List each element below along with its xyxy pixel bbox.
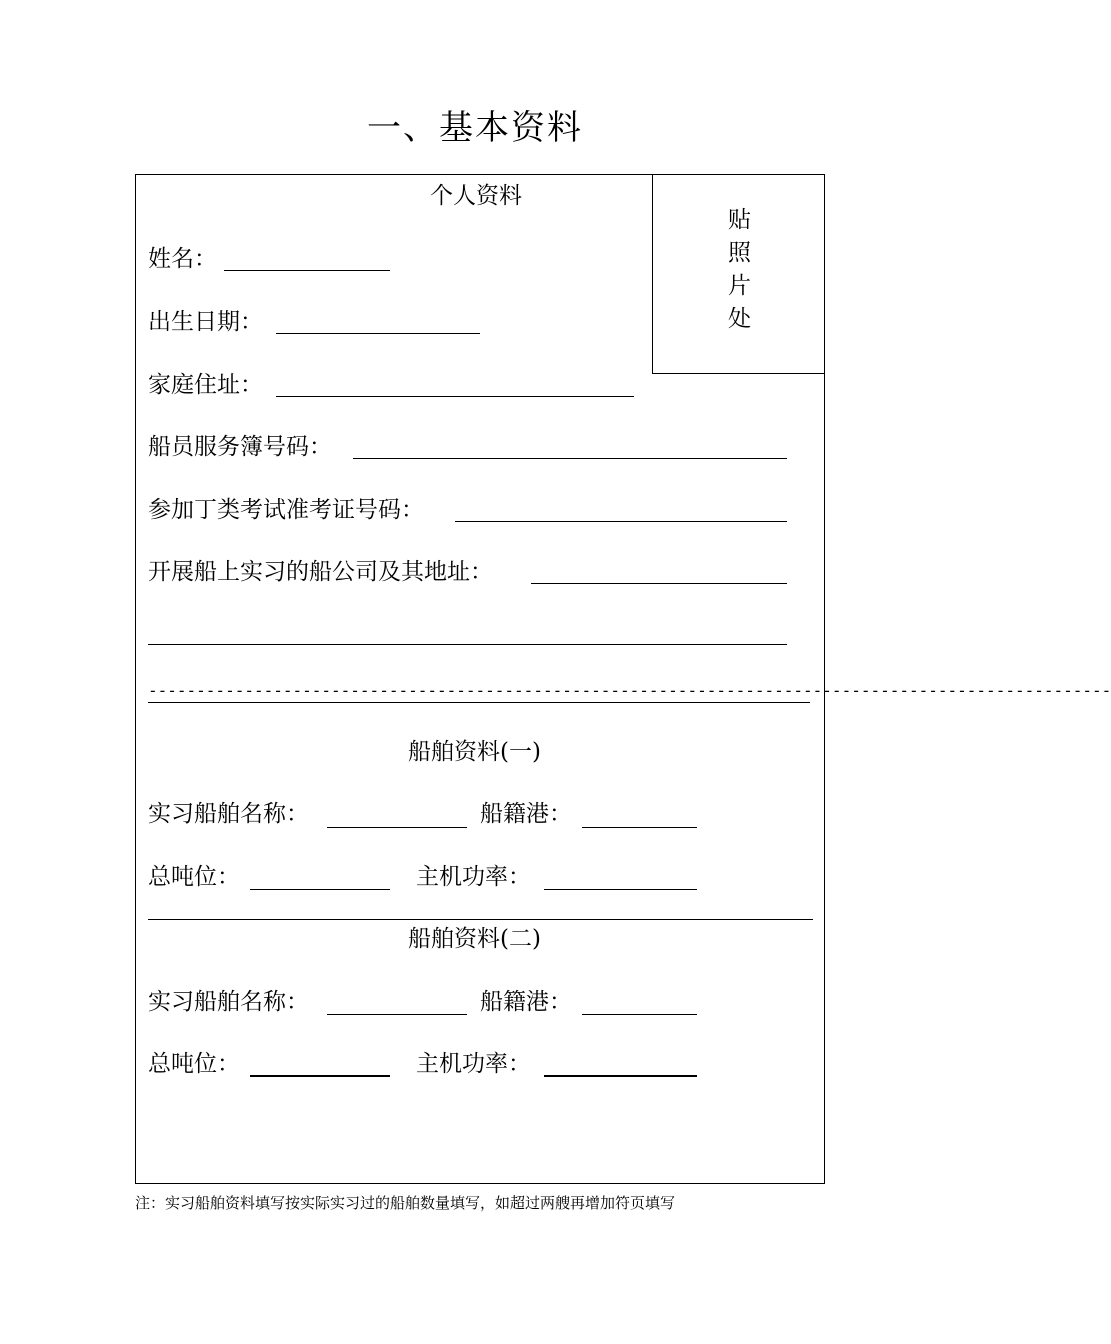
section-divider — [148, 702, 810, 703]
ship1-tonnage-label: 总吨位： — [148, 864, 240, 890]
ship1-power-label: 主机功率： — [416, 864, 531, 890]
photo-label-char: 贴 — [728, 207, 751, 233]
birth-date-label: 出生日期： — [148, 309, 263, 335]
page-title: 一、基本资料 — [367, 108, 583, 148]
ship1-port-field[interactable] — [582, 827, 697, 828]
ship2-heading: 船舶资料(二) — [408, 926, 541, 952]
ship1-heading: 船舶资料(一) — [408, 739, 541, 765]
service-book-label: 船员服务簿号码： — [148, 434, 332, 460]
ship1-name-label: 实习船舶名称： — [148, 801, 309, 827]
ship1-tonnage-field[interactable] — [250, 889, 390, 890]
photo-label-char: 片 — [728, 273, 751, 299]
ship2-port-field[interactable] — [582, 1014, 697, 1015]
name-label: 姓名： — [148, 246, 217, 272]
service-book-field[interactable] — [353, 458, 787, 459]
exam-ticket-field[interactable] — [455, 521, 787, 522]
photo-box — [652, 174, 825, 374]
dashed-divider: ---------------------------------------------------------------------------------------------------- — [148, 681, 1111, 700]
footnote: 注：实习船舶资料填写按实际实习过的船舶数量填写，如超过两艘再增加符页填写 — [135, 1194, 676, 1212]
photo-label-char: 照 — [728, 240, 751, 266]
ship2-power-field[interactable] — [544, 1075, 697, 1077]
name-field[interactable] — [224, 270, 390, 271]
company-label: 开展船上实习的船公司及其地址： — [148, 559, 493, 585]
exam-ticket-label: 参加丁类考试准考证号码： — [148, 497, 424, 523]
address-field[interactable] — [276, 396, 634, 397]
personal-heading: 个人资料 — [430, 183, 522, 209]
ship2-name-field[interactable] — [327, 1014, 467, 1015]
ship2-power-label: 主机功率： — [416, 1051, 531, 1077]
ship2-tonnage-label: 总吨位： — [148, 1051, 240, 1077]
ship1-name-field[interactable] — [327, 827, 467, 828]
address-label: 家庭住址： — [148, 372, 263, 398]
photo-label — [653, 204, 826, 336]
ship1-port-label: 船籍港： — [480, 801, 572, 827]
ship1-power-field[interactable] — [544, 889, 697, 890]
photo-label-char: 处 — [728, 306, 751, 332]
company-field-line2[interactable] — [148, 644, 787, 645]
ship2-name-label: 实习船舶名称： — [148, 989, 309, 1015]
ship2-tonnage-field[interactable] — [250, 1075, 390, 1077]
company-field[interactable] — [531, 583, 787, 584]
birth-date-field[interactable] — [276, 333, 480, 334]
ship2-port-label: 船籍港： — [480, 989, 572, 1015]
